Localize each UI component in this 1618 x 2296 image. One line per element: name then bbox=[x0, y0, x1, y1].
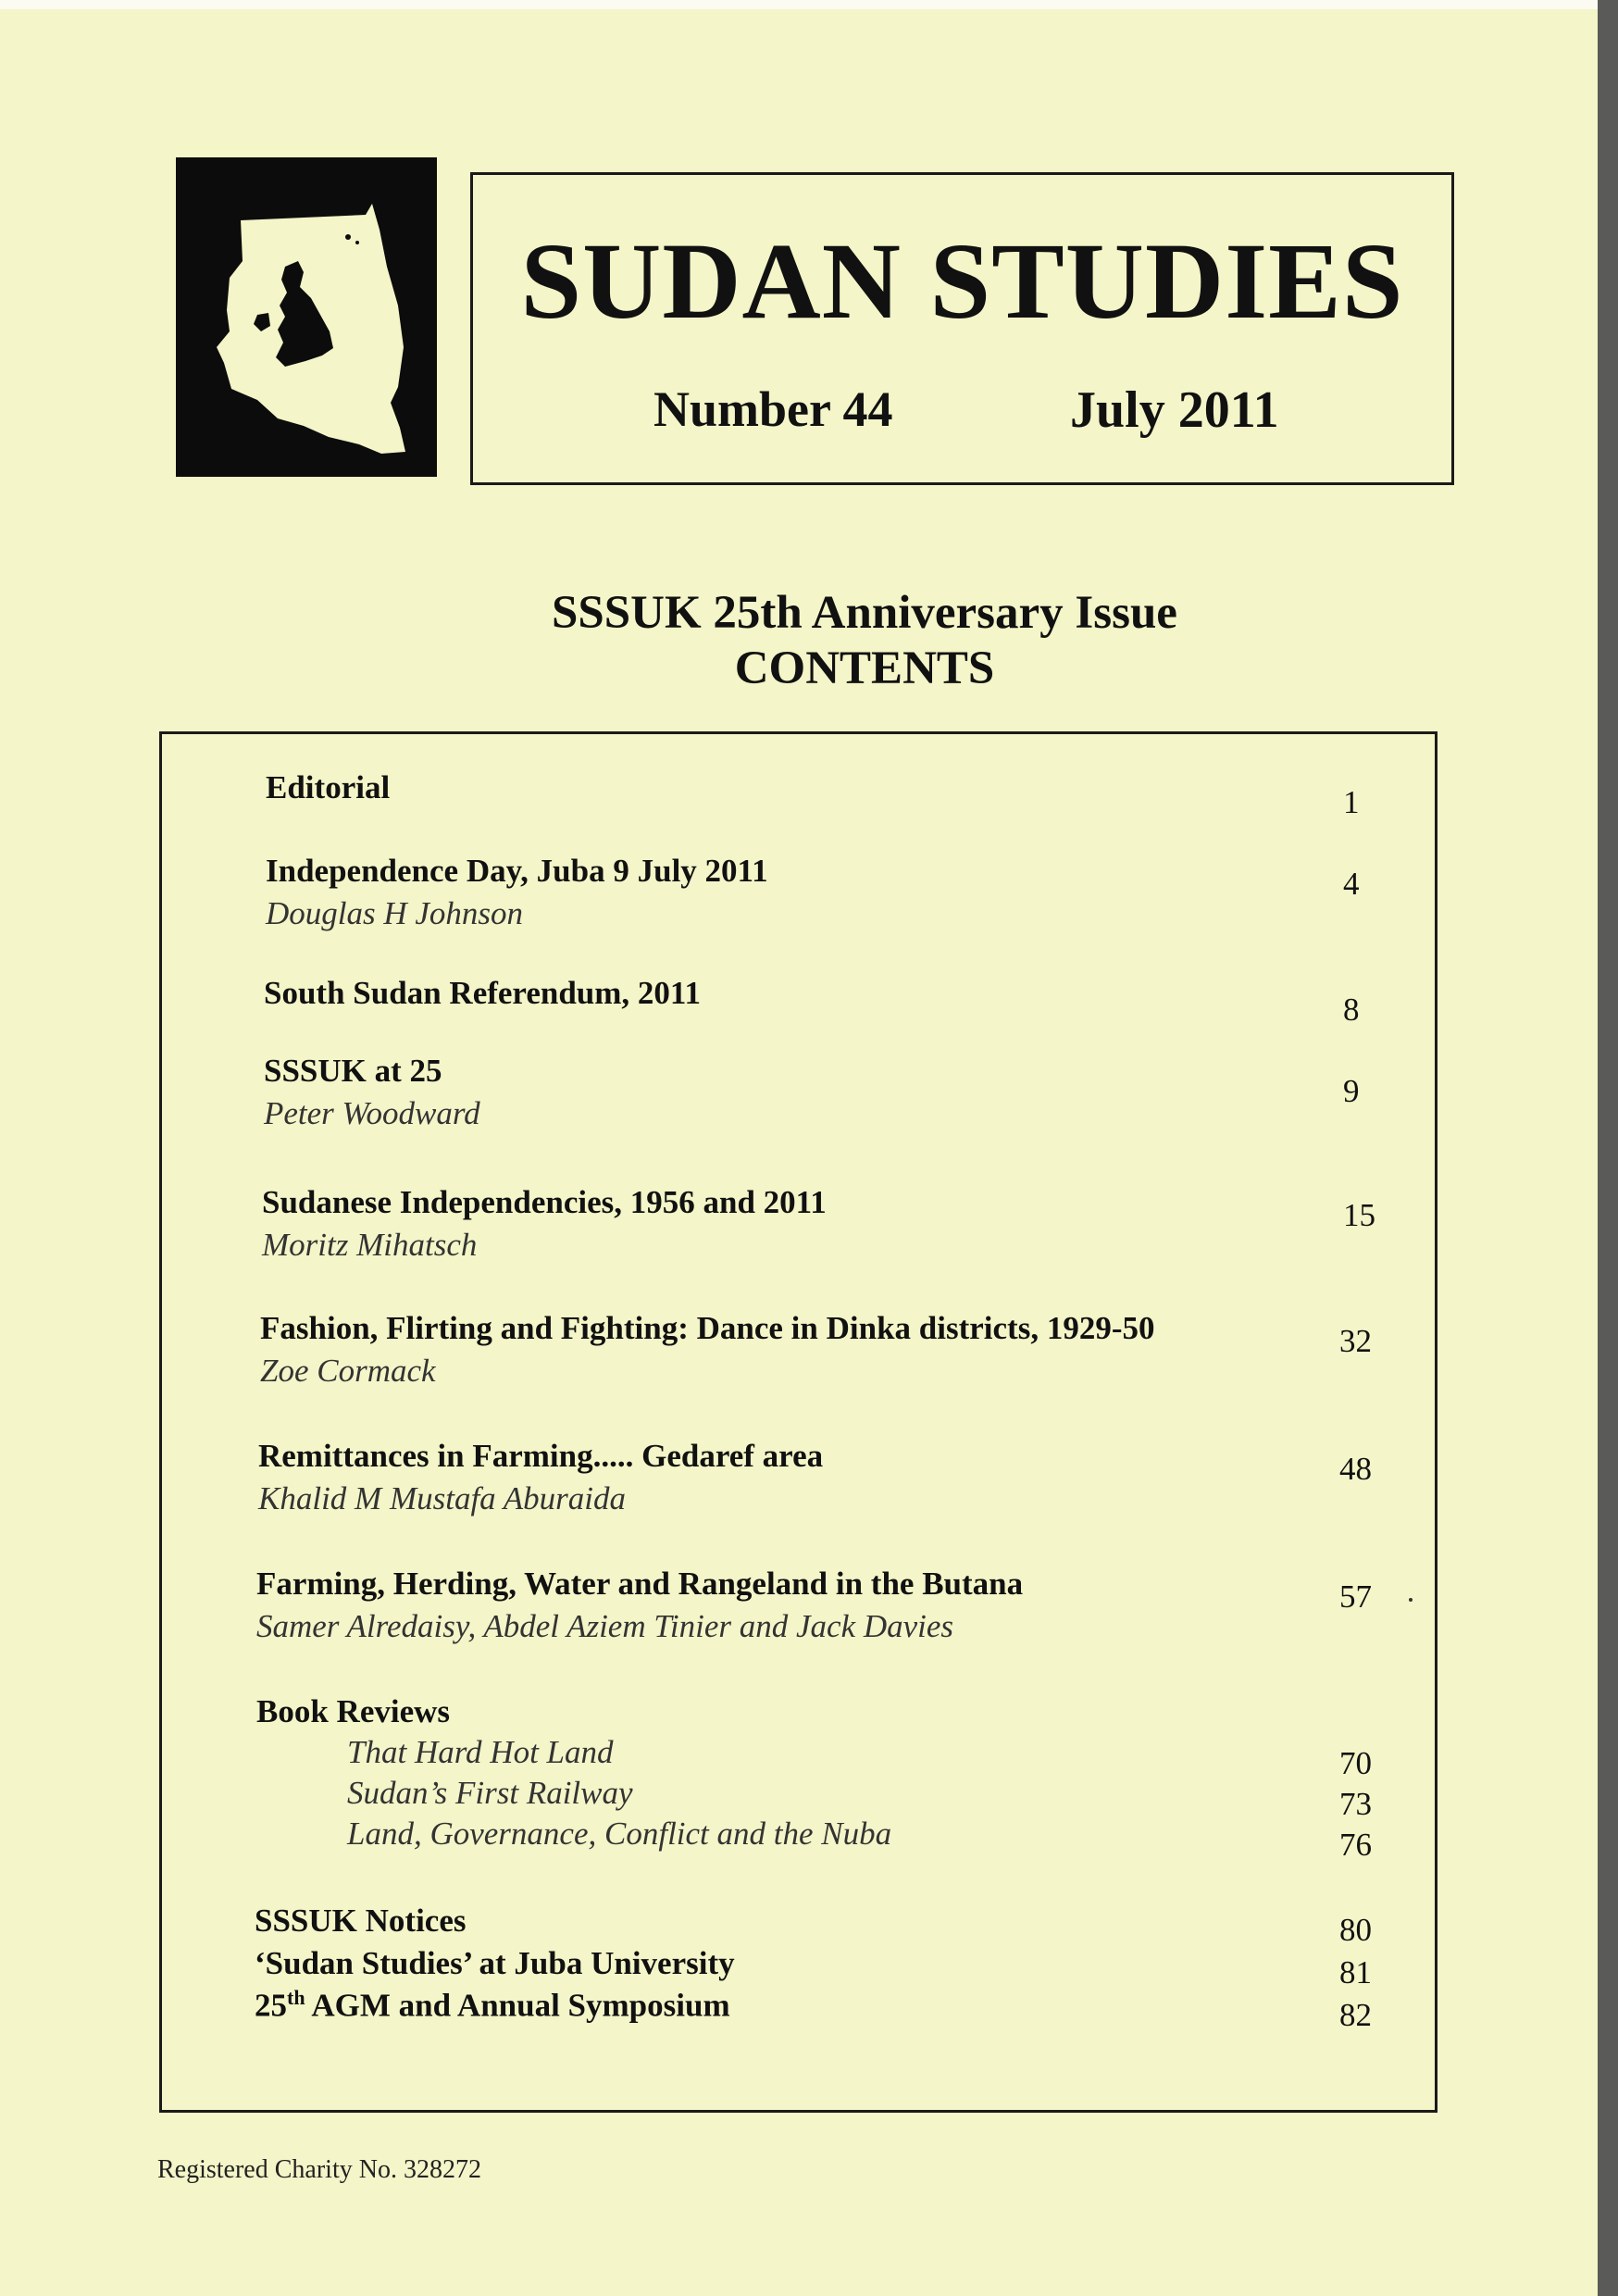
issue-number: Number 44 bbox=[653, 381, 893, 437]
map-icon bbox=[176, 157, 437, 477]
scan-speck bbox=[1409, 1598, 1413, 1602]
agm-title-prefix: 25 bbox=[255, 1987, 287, 2024]
toc-page: 9 bbox=[1343, 1073, 1360, 1109]
page-top-edge bbox=[0, 0, 1618, 9]
toc-page: 57 bbox=[1339, 1578, 1372, 1615]
toc-author: Khalid M Mustafa Aburaida bbox=[258, 1480, 627, 1516]
toc-author: Peter Woodward bbox=[264, 1095, 480, 1131]
issue-subtitle: SSSUK 25th Anniversary Issue bbox=[552, 587, 1177, 639]
review-title: Land, Governance, Conflict and the Nuba bbox=[347, 1816, 892, 1852]
toc-page: 76 bbox=[1339, 1827, 1372, 1863]
toc-page: 4 bbox=[1343, 866, 1360, 902]
toc-page: 8 bbox=[1343, 992, 1360, 1028]
toc-author: Moritz Mihatsch bbox=[262, 1227, 478, 1263]
toc-title: Remittances in Farming..... Gedaref area bbox=[258, 1438, 824, 1474]
table-of-contents bbox=[159, 731, 1438, 2113]
toc-author: Douglas H Johnson bbox=[266, 895, 524, 931]
agm-title-suffix: AGM and Annual Symposium bbox=[305, 1987, 730, 2024]
toc-title: Farming, Herding, Water and Rangeland in the Butana bbox=[256, 1566, 1024, 1602]
review-title: That Hard Hot Land bbox=[347, 1734, 614, 1770]
toc-title: Independence Day, Juba 9 July 2011 bbox=[266, 853, 768, 889]
toc-title: SSSUK at 25 bbox=[264, 1053, 442, 1089]
review-title: Sudan’s First Railway bbox=[347, 1775, 633, 1811]
contents-heading: CONTENTS bbox=[734, 643, 995, 694]
toc-author: Samer Alredaisy, Abdel Aziem Tinier and Jack Davies bbox=[256, 1608, 954, 1644]
toc-page: 82 bbox=[1339, 1997, 1372, 2033]
toc-page: 81 bbox=[1339, 1954, 1372, 1990]
agm-title-sup: th bbox=[287, 1986, 305, 2009]
masthead-box bbox=[470, 172, 1454, 485]
toc-page: 80 bbox=[1339, 1912, 1372, 1948]
toc-page: 73 bbox=[1339, 1786, 1372, 1822]
toc-page: 1 bbox=[1343, 784, 1360, 820]
toc-title: Fashion, Flirting and Fighting: Dance in Dinka districts, 1929-50 bbox=[260, 1310, 1155, 1346]
toc-title: SSSUK Notices bbox=[255, 1903, 467, 1939]
toc-page: 48 bbox=[1339, 1451, 1372, 1487]
toc-page: 70 bbox=[1339, 1745, 1372, 1781]
toc-title: Editorial bbox=[266, 769, 391, 805]
journal-title: SUDAN STUDIES bbox=[520, 220, 1404, 342]
toc-title bbox=[255, 1986, 730, 2025]
toc-title: Sudanese Independencies, 1956 and 2011 bbox=[262, 1184, 827, 1220]
sudan-map-logo bbox=[176, 157, 437, 477]
toc-author: Zoe Cormack bbox=[260, 1353, 436, 1389]
issue-date: July 2011 bbox=[1070, 381, 1279, 439]
toc-page: 15 bbox=[1343, 1197, 1375, 1233]
toc-title: ‘Sudan Studies’ at Juba University bbox=[255, 1945, 735, 1981]
page-right-edge bbox=[1598, 0, 1618, 2296]
toc-page: 32 bbox=[1339, 1323, 1372, 1359]
toc-title: South Sudan Referendum, 2011 bbox=[264, 975, 701, 1011]
charity-number: Registered Charity No. 328272 bbox=[157, 2155, 481, 2184]
toc-title: Book Reviews bbox=[256, 1693, 451, 1729]
